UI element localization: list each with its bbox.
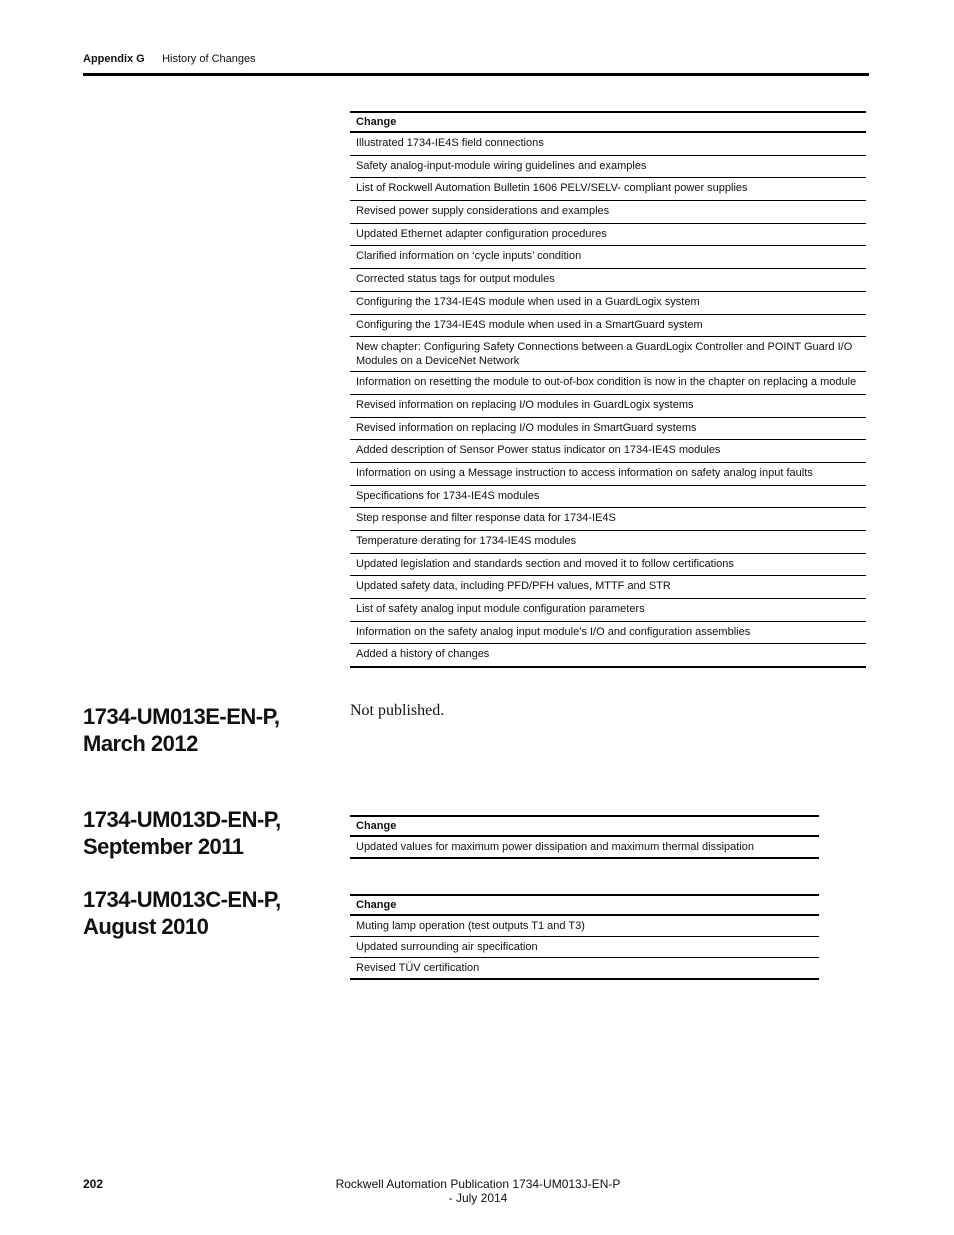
heading-line-2: August 2010 [83,914,209,939]
table-row [350,576,866,599]
table-row [350,915,819,937]
table-row [350,223,866,246]
publication-footer: Rockwell Automation Publication 1734-UM013J-EN-P - July 2014 [335,1177,621,1205]
table-row [350,155,866,178]
table-row [350,621,866,644]
change-cell: Information on the safety analog input module’s I/O and configuration assemblies [350,621,866,644]
section-heading-e [83,703,280,757]
heading-line-1: 1734-UM013D-EN-P, [83,807,281,832]
change-cell: Updated values for maximum power dissipation and maximum thermal dissipation [350,836,819,858]
change-cell: Added description of Sensor Power status indicator on 1734-IE4S modules [350,440,866,463]
change-cell: List of safety analog input module configuration parameters [350,599,866,622]
table-row [350,201,866,224]
table-row [350,394,866,417]
header-rule [83,73,869,76]
change-cell: Updated safety data, including PFD/PFH values, MTTF and STR [350,576,866,599]
running-header [83,53,256,65]
change-cell: Specifications for 1734-IE4S modules [350,485,866,508]
table-row [350,485,866,508]
table-row [350,937,819,958]
heading-line-1: 1734-UM013E-EN-P, [83,704,280,729]
table-row [350,440,866,463]
table-row [350,178,866,201]
change-cell: Step response and filter response data for 1734-IE4S [350,508,866,531]
change-cell: Revised information on replacing I/O modules in SmartGuard systems [350,417,866,440]
changes-table-body [350,132,866,667]
change-cell: Added a history of changes [350,644,866,667]
change-cell: Illustrated 1734-IE4S field connections [350,132,866,155]
changes-table-body [350,915,819,979]
changes-table-d [350,815,819,859]
change-cell: Revised power supply considerations and examples [350,201,866,224]
column-header-change: Change [350,112,866,132]
change-cell: Temperature derating for 1734-IE4S modules [350,531,866,554]
not-published-note: Not published. [350,702,445,719]
change-cell: Updated surrounding air specification [350,937,819,958]
table-row [350,836,819,858]
heading-line-2: March 2012 [83,731,198,756]
change-cell: Updated legislation and standards section and moved it to follow certifications [350,553,866,576]
change-cell: Information on resetting the module to out-of-box condition is now in the chapter on replacing a module [350,372,866,395]
table-row [350,246,866,269]
table-row [350,508,866,531]
column-header-change: Change [350,895,819,915]
change-cell: Updated Ethernet adapter configuration procedures [350,223,866,246]
table-row [350,462,866,485]
chapter-title: History of Changes [162,53,256,65]
table-row [350,314,866,337]
table-header-row [350,895,819,915]
change-cell: Configuring the 1734-IE4S module when used in a GuardLogix system [350,291,866,314]
table-row [350,599,866,622]
table-row [350,958,819,980]
table-row [350,269,866,292]
table-row [350,644,866,667]
table-row [350,531,866,554]
change-cell: Revised TÜV certification [350,958,819,980]
changes-table-main [350,111,866,668]
change-cell: Clarified information on ‘cycle inputs’ condition [350,246,866,269]
heading-line-2: September 2011 [83,834,244,859]
change-cell: Muting lamp operation (test outputs T1 and T3) [350,915,819,937]
change-cell: Corrected status tags for output modules [350,269,866,292]
table-header-row [350,112,866,132]
table-row [350,291,866,314]
appendix-label: Appendix G [83,53,145,65]
change-cell: Information on using a Message instruction to access information on safety analog input faults [350,462,866,485]
table-header-row [350,816,819,836]
changes-table-body [350,836,819,858]
table-row [350,372,866,395]
changes-table-c [350,894,819,980]
table-row [350,417,866,440]
change-cell: Configuring the 1734-IE4S module when used in a SmartGuard system [350,314,866,337]
heading-line-1: 1734-UM013C-EN-P, [83,887,281,912]
table-row [350,553,866,576]
section-heading-c [83,886,281,940]
change-cell: List of Rockwell Automation Bulletin 1606 PELV/SELV- compliant power supplies [350,178,866,201]
column-header-change: Change [350,816,819,836]
page-number: 202 [83,1177,104,1191]
change-cell: New chapter: Configuring Safety Connections between a GuardLogix Controller and POINT Guard I/O Modules on a DeviceNet Network [350,337,866,372]
section-heading-d [83,806,281,860]
table-row [350,132,866,155]
change-cell: Revised information on replacing I/O modules in GuardLogix systems [350,394,866,417]
table-row [350,337,866,372]
change-cell: Safety analog-input-module wiring guidelines and examples [350,155,866,178]
